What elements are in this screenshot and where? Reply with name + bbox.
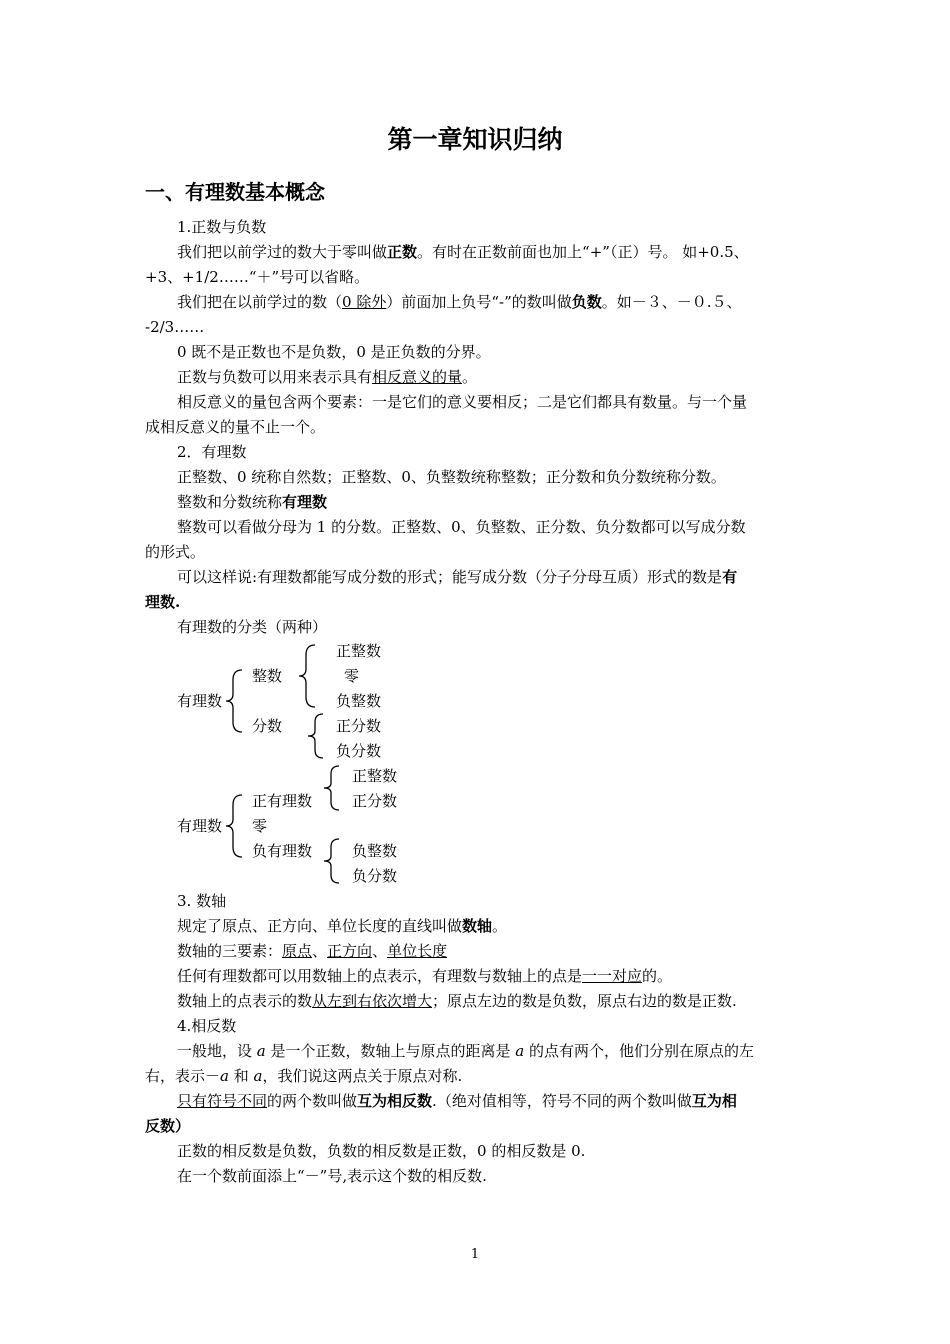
- tree-leaf: 正整数: [336, 642, 382, 660]
- tree-leaf: 负分数: [336, 742, 382, 760]
- tree-node-fraction: 分数: [252, 717, 283, 735]
- tree-root: 有理数: [177, 817, 223, 835]
- paragraph-line: -2/3……: [145, 318, 205, 336]
- paragraph-line: 任何有理数都可以用数轴上的点表示，有理数与数轴上的点是一一对应的。: [177, 967, 673, 985]
- paragraph-line: 正数与负数可以用来表示具有相反意义的量。: [177, 368, 478, 386]
- tree-leaf: 正分数: [352, 792, 398, 810]
- heading-opposite-numbers: 4.相反数: [177, 1017, 237, 1035]
- tree-node-positive-rational: 正有理数: [252, 792, 313, 810]
- left-brace-icon: [322, 764, 344, 812]
- paragraph-line: 规定了原点、正方向、单位长度的直线叫做数轴。: [177, 917, 508, 935]
- tree-node-negative-rational: 负有理数: [252, 842, 313, 860]
- paragraph-line: 有理数的分类（两种）: [177, 618, 328, 636]
- term-number-line: 数轴: [462, 917, 493, 935]
- paragraph-line: 理数.: [145, 593, 181, 611]
- paragraph-line: 只有符号不同的两个数叫做互为相反数.（绝对值相等，符号不同的两个数叫做互为相: [177, 1092, 737, 1110]
- term-negative: 负数: [571, 293, 602, 311]
- page-title: 第一章知识归纳: [387, 125, 563, 154]
- paragraph-line: 一般地，设 a 是一个正数，数轴上与原点的距离是 a 的点有两个，他们分别在原点的左: [177, 1042, 755, 1060]
- paragraph-line: 成相反意义的量不止一个。: [145, 418, 326, 436]
- paragraph-line: 的形式。: [145, 543, 206, 561]
- tree-node-integer: 整数: [252, 667, 283, 685]
- tree-root: 有理数: [177, 692, 223, 710]
- paragraph-line: 在一个数前面添上“－”号,表示这个数的相反数.: [177, 1167, 487, 1185]
- heading-number-line: 3. 数轴: [177, 892, 227, 910]
- tree-leaf: 负分数: [352, 867, 398, 885]
- tree-leaf: 零: [344, 667, 360, 685]
- tree-leaf: 正分数: [336, 717, 382, 735]
- heading-rational: 2．有理数: [177, 443, 247, 461]
- left-brace-icon: [306, 712, 328, 760]
- paragraph-line: 右，表示－a 和 a，我们说这两点关于原点对称.: [145, 1067, 463, 1085]
- paragraph-line: 我们把在以前学过的数（0 除外）前面加上负号“-”的数叫做负数。如－３、－０.５、: [177, 293, 742, 311]
- tree-node-zero: 零: [252, 817, 268, 835]
- paragraph-line: 数轴上的点表示的数从左到右依次增大；原点左边的数是负数，原点右边的数是正数.: [177, 992, 737, 1010]
- term-positive: 正数: [387, 243, 418, 261]
- paragraph-line: 相反意义的量包含两个要素：一是它们的意义要相反；二是它们都具有数量。与一个量: [177, 393, 748, 411]
- paragraph-line: 数轴的三要素：原点、正方向、单位长度: [177, 942, 448, 960]
- paragraph-line: 整数可以看做分母为 1 的分数。正整数、0、负整数、正分数、负分数都可以写成分数: [177, 518, 746, 536]
- tree-leaf: 负整数: [336, 692, 382, 710]
- paragraph-line: 反数）: [145, 1117, 191, 1135]
- term-opposite: 互为相反数: [357, 1092, 433, 1110]
- left-brace-icon: [224, 668, 248, 734]
- paragraph-line: +3、+1/2……“＋”号可以省略。: [145, 268, 370, 286]
- heading-positive-negative: 1.正数与负数: [177, 218, 267, 236]
- left-brace-icon: [322, 837, 344, 885]
- left-brace-icon: [224, 793, 248, 859]
- left-brace-icon: [297, 643, 321, 709]
- tree-leaf: 正整数: [352, 767, 398, 785]
- paragraph-line: 可以这样说:有理数都能写成分数的形式；能写成分数（分子分母互质）形式的数是有: [177, 568, 738, 586]
- paragraph-line: 我们把以前学过的数大于零叫做正数。有时在正数前面也加上“+”（正）号。 如+0.5、: [177, 243, 749, 261]
- paragraph-line: 正整数、0 统称自然数；正整数、0、负整数统称整数；正分数和负分数统称分数。: [177, 468, 726, 486]
- paragraph-line: 整数和分数统称有理数: [177, 493, 328, 511]
- section-heading: 一、有理数基本概念: [145, 180, 325, 204]
- paragraph-line: 正数的相反数是负数，负数的相反数是正数，0 的相反数是 0.: [177, 1142, 586, 1160]
- tree-leaf: 负整数: [352, 842, 398, 860]
- paragraph-line: 0 既不是正数也不是负数，0 是正负数的分界。: [177, 343, 491, 361]
- term-rational: 有理数: [282, 493, 328, 511]
- page-number: 1: [470, 1247, 480, 1262]
